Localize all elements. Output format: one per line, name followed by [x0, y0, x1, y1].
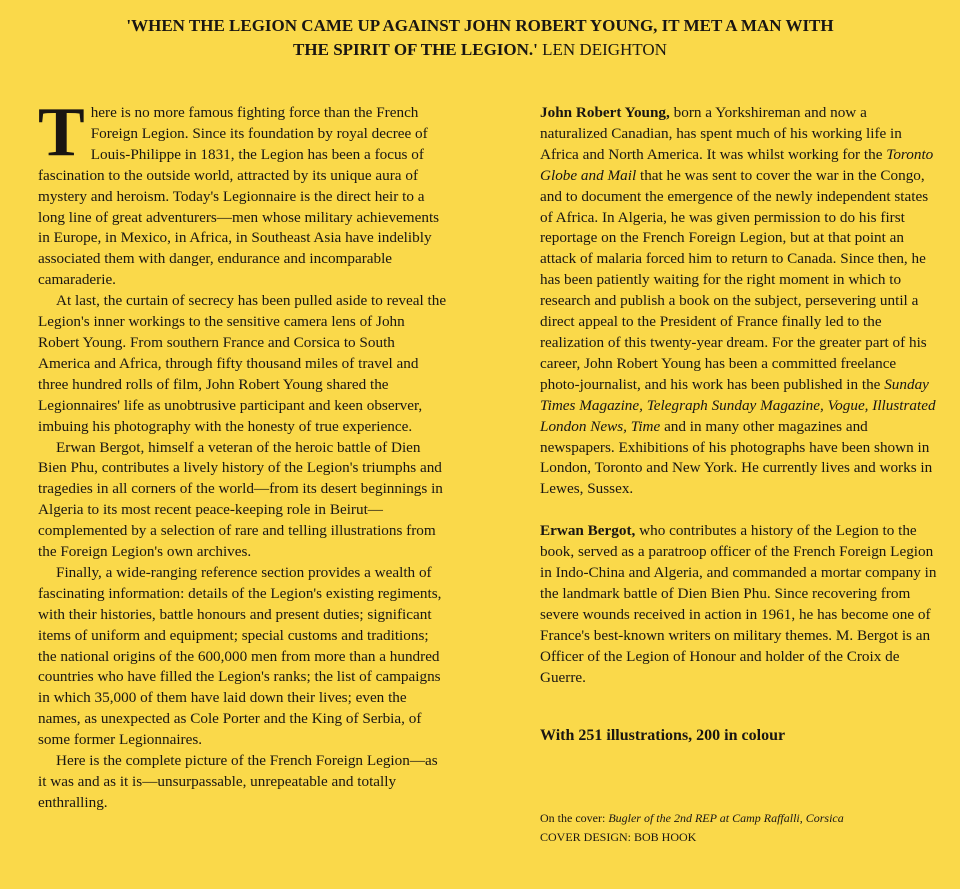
cover-credits [540, 809, 844, 847]
quote-text-1: 'WHEN THE LEGION CAME UP AGAINST JOHN ROBERT YOUNG, IT MET A MAN WITH [126, 16, 834, 35]
paragraph-3: Erwan Bergot, himself a veteran of the heroic battle of Dien Bien Phu, contributes a lively history of the Legion's triumphs and tragedies in all corners of the world—from its desert beginnings in Algeria to its most recent peace-keeping role in Beirut—complemented by a selection of rare and telling illustrations from the Foreign Legion's own archives. [38, 438, 443, 561]
cover-label: On the cover: [540, 811, 609, 825]
author-bio-young [540, 103, 938, 500]
young-publication-1: Toronto Globe and Mail [540, 145, 934, 184]
bergot-name: Erwan Bergot, [540, 522, 636, 540]
illustrations-note: With 251 illustrations, 200 in colour [540, 727, 786, 744]
left-column [38, 94, 448, 814]
cover-caption-line [540, 809, 844, 828]
header-quote [0, 14, 960, 62]
young-text-b: that he was sent to cover the war in the Congo, and to document the emergence of the newly independent states of Africa. In Algeria, he was given permission to do his first reportage on the French Foreign Legion, but at that point an attack of malaria forced him to return to Canada. Since then, he has been patiently waiting for the right moment in which to research and publish a book on the subject, persevering until a direct appeal to the President of France finally led to the realization of this twenty-year dream. For the greater part of his career, John Robert Young has been a committed freelance photo-journalist, and his work has been published in the [540, 166, 929, 393]
paragraph-4: Finally, a wide-ranging reference section provides a wealth of fascinating information: details of the Legion's existing regiments, with their histories, battle honours and present duties; significant items of uniform and equipment; special customs and traditions; the national origins of the 600,000 men from more than a hundred countries who have filled the Legion's ranks; the list of campaigns in which 35,000 of them have laid down their lives; even the names, as unexpected as Cole Porter and the King of Serbia, of some former Legionnaires. [38, 563, 442, 749]
quote-line-1 [0, 14, 960, 38]
right-column [540, 103, 938, 688]
bergot-text: who contributes a history of the Legion to the book, served as a paratroop officer of the French Foreign Legion in Indo-China and Algeria, and commanded a mortar company in the landmark battle of Dien Bien Phu. Since recovering from severe wounds received in action in 1961, he has become one of France's best-known writers on military themes. M. Bergot is an Officer of the Legion of Honour and holder of the Croix de Guerre. [540, 522, 937, 686]
young-publication-2: Sunday Times Magazine, Telegraph Sunday Magazine, Vogue, Illustrated London News, Time [540, 375, 936, 435]
cover-design: COVER DESIGN: BOB HOOK [540, 830, 697, 844]
cover-caption: Bugler of the 2nd REP at Camp Raffalli, Corsica [608, 811, 844, 825]
quote-author: LEN DEIGHTON [537, 40, 667, 59]
drop-cap: T [38, 94, 85, 171]
young-text-c: and in many other magazines and newspapers. Exhibitions of his photographs have been shown in London, Toronto and New York. He currently lives and works in Lewes, Sussex. [540, 417, 933, 498]
intro-paragraph [38, 94, 448, 291]
young-name: John Robert Young, [540, 104, 670, 121]
paragraph-5: Here is the complete picture of the French Foreign Legion—as it was and as it is—unsurpassable, unrepeatable and totally enthralling. [38, 752, 438, 811]
quote-line-2 [0, 38, 960, 62]
intro-text: here is no more famous fighting force than the French Foreign Legion. Since its foundation by royal decree of Louis-Philippe in 1831, the Legion has been a focus of fascination to the outside world, attracted by its unique aura of mystery and heroism. Today's Legionnaire is the direct heir to a long line of great adventurers—men whose military achievements in Europe, in Mexico, in Africa, in Southeast Asia have indelibly associated them with danger, endurance and incomparable camaraderie. [38, 104, 440, 289]
author-bio-bergot [540, 521, 938, 688]
paragraph-2: At last, the curtain of secrecy has been pulled aside to reveal the Legion's inner workings to the sensitive camera lens of John Robert Young. From southern France and Corsica to South America and Africa, through fifty thousand miles of travel and three hundred rolls of film, John Robert Young shared the Legionnaires' life as unobtrusive participant and keen observer, imbuing his photography with the honesty of true experience. [38, 292, 447, 435]
quote-text-2: THE SPIRIT OF THE LEGION.' [293, 40, 538, 59]
young-text-a: born a Yorkshireman and now a naturalized Canadian, has spent much of his working life in Africa and North America. It was whilst working for the [540, 104, 902, 163]
spacer [540, 500, 938, 521]
